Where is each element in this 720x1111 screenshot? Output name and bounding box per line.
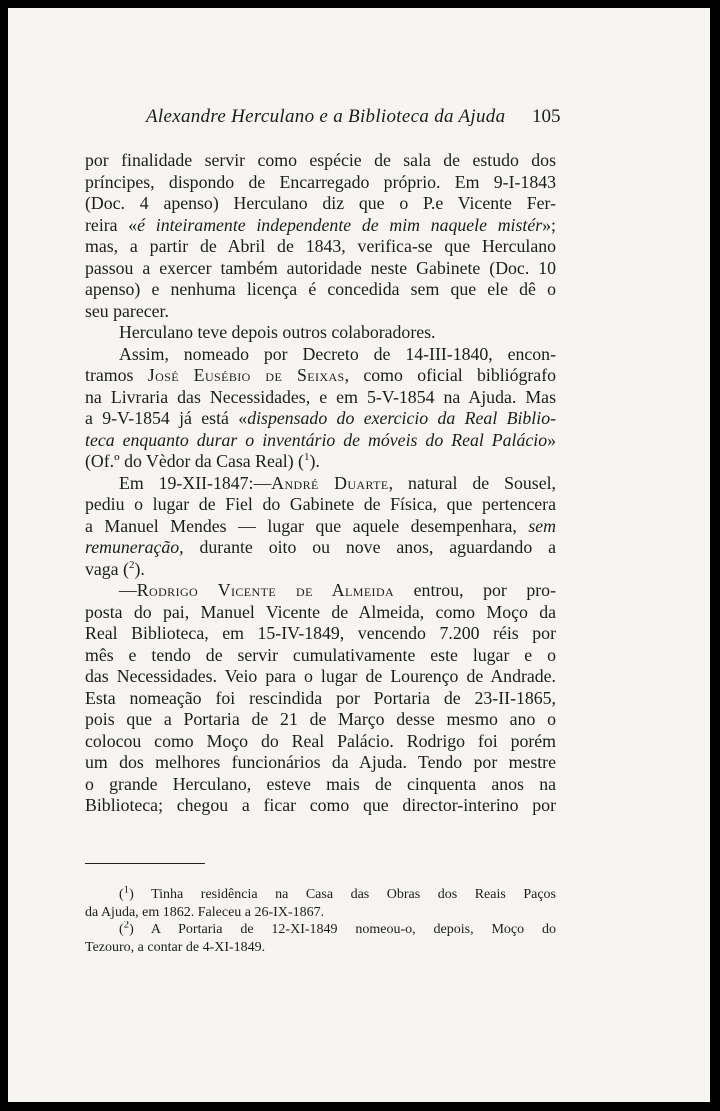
text-segment: reira « [85,214,138,235]
text-segment: ) A Portaria de 12-XI-1849 nomeou-o, depois, Moço do [129,922,556,937]
text-line [85,559,556,581]
body-text [85,150,556,817]
text-line: pediu o lugar de Fiel do Gabinete de Física, que pertencera [85,494,556,514]
footnote-mark: 1 [123,886,130,896]
text-line: colocou como Moço do Real Palácio. Rodrigo foi porém [85,730,556,751]
text-segment: a Manuel Mendes — lugar que aquele desempenhara, [85,515,529,536]
italic-quote: dispensado do exercicio da Real Biblio- [247,408,556,428]
text-line [85,408,556,430]
text-line: das Necessidades. Veio para o lugar de Lourenço de Andrade. [85,666,556,686]
text-segment: Em 19-XII-1847:— [119,472,272,493]
text-line: por finalidade servir como espécie de sala de estudo dos [85,150,556,170]
footnote-ref: 1 [303,451,310,464]
text-line: posta do pai, Manuel Vicente de Almeida, como Moço da [85,601,556,622]
running-title: Alexandre Herculano e a Biblioteca da Ajuda [146,106,506,127]
text-line: apenso) e nenhuma licença é concedida sem que ele dê o [85,279,556,299]
text-line: mas, a partir de Abril de 1843, verifica-se que Herculano [85,236,556,256]
text-segment: vaga ( [85,558,129,579]
text-line: pois que a Portaria de 21 de Março desse mesmo ano o [85,709,556,729]
footnote-divider [85,863,205,864]
footnote-mark: 2 [123,921,130,931]
text-line [85,215,556,237]
text-line: um dos melhores funcionários da Ajuda. Tendo por mestre [85,752,556,772]
book-page [8,8,710,1102]
italic-phrase: sem [528,515,556,536]
footnote-line: ($^2$) A Portaria de 12-XI-1849 nomeou-o, depois, Moço do [85,921,556,939]
footnotes [85,886,556,956]
text-line [85,365,556,387]
text-segment: ). [134,558,145,579]
footnote-line: ($^1$) Tinha residência na Casa das Obras dos Reais Paços [85,886,556,904]
text-segment: ) Tinha residência na Casa das Obras dos Reais Paços [129,887,556,902]
person-name: André Duarte [271,472,389,493]
text-segment: , como oficial bibliógrafo [344,365,556,385]
text-line: Real Biblioteca, em 15-IV-1849, vencendo 7.200 réis por [85,623,556,643]
text-segment: durante oito ou nove anos, aguardando a [183,537,556,557]
text-line: príncipes, dispondo de Encarregado próprio. Em 9-I-1843 [85,171,556,192]
page-header [8,106,710,132]
text-line: o grande Herculano, esteve mais de cinquenta anos na [85,773,556,794]
page-number: 105 [532,106,561,127]
text-line [85,473,556,495]
text-segment: ). [309,451,320,471]
text-segment: »; [542,214,556,235]
text-line: (Doc. 4 apenso) Herculano diz que o P.e Vicente Fer- [85,193,556,213]
text-line: Assim, nomeado por Decreto de 14-III-1840, encon- [119,343,556,364]
italic-phrase: remuneração, [85,537,184,557]
text-segment: , natural de Sousel, [388,472,556,493]
text-line [85,516,556,538]
text-line: Biblioteca; chegou a ficar como que director-interino por [85,795,556,815]
footnote-line: Tezouro, a contar de 4-XI-1849. [85,939,266,955]
person-name: José Eusébio de Seixas [147,365,345,385]
text-line [85,537,556,559]
text-segment: a 9-V-1854 já está « [85,408,248,428]
text-segment: tramos [85,365,148,385]
italic-quote: é inteiramente independente de mim naquele mistér [137,214,543,235]
text-line: na Livraria das Necessidades, e em 5-V-1854 na Ajuda. Mas [85,386,556,407]
text-line: seu parecer. [85,300,169,321]
text-line [85,580,556,602]
text-segment: — [119,580,137,600]
italic-quote: teca enquanto durar o inventário de móveis do Real Palácio [85,429,548,450]
footnote-line: da Ajuda, em 1862. Faleceu a 26-IX-1867. [85,904,325,920]
text-segment: entrou, por pro- [394,580,556,600]
person-name: Rodrigo Vicente de Almeida [136,580,395,600]
text-line: Herculano teve depois outros colaboradores. [119,322,436,342]
text-line: passou a exercer também autoridade neste Gabinete (Doc. 10 [85,257,556,278]
text-segment: » [547,429,556,450]
text-line: mês e tendo de servir cumulativamente este lugar e o [85,644,556,665]
footnote-ref: 2 [128,558,135,571]
text-line [85,451,556,473]
text-line: Esta nomeação foi rescindida por Portaria de 23-II-1865, [85,687,556,708]
text-line [85,430,556,452]
text-segment: (Of.º do Vèdor da Casa Real) ( [85,451,304,471]
